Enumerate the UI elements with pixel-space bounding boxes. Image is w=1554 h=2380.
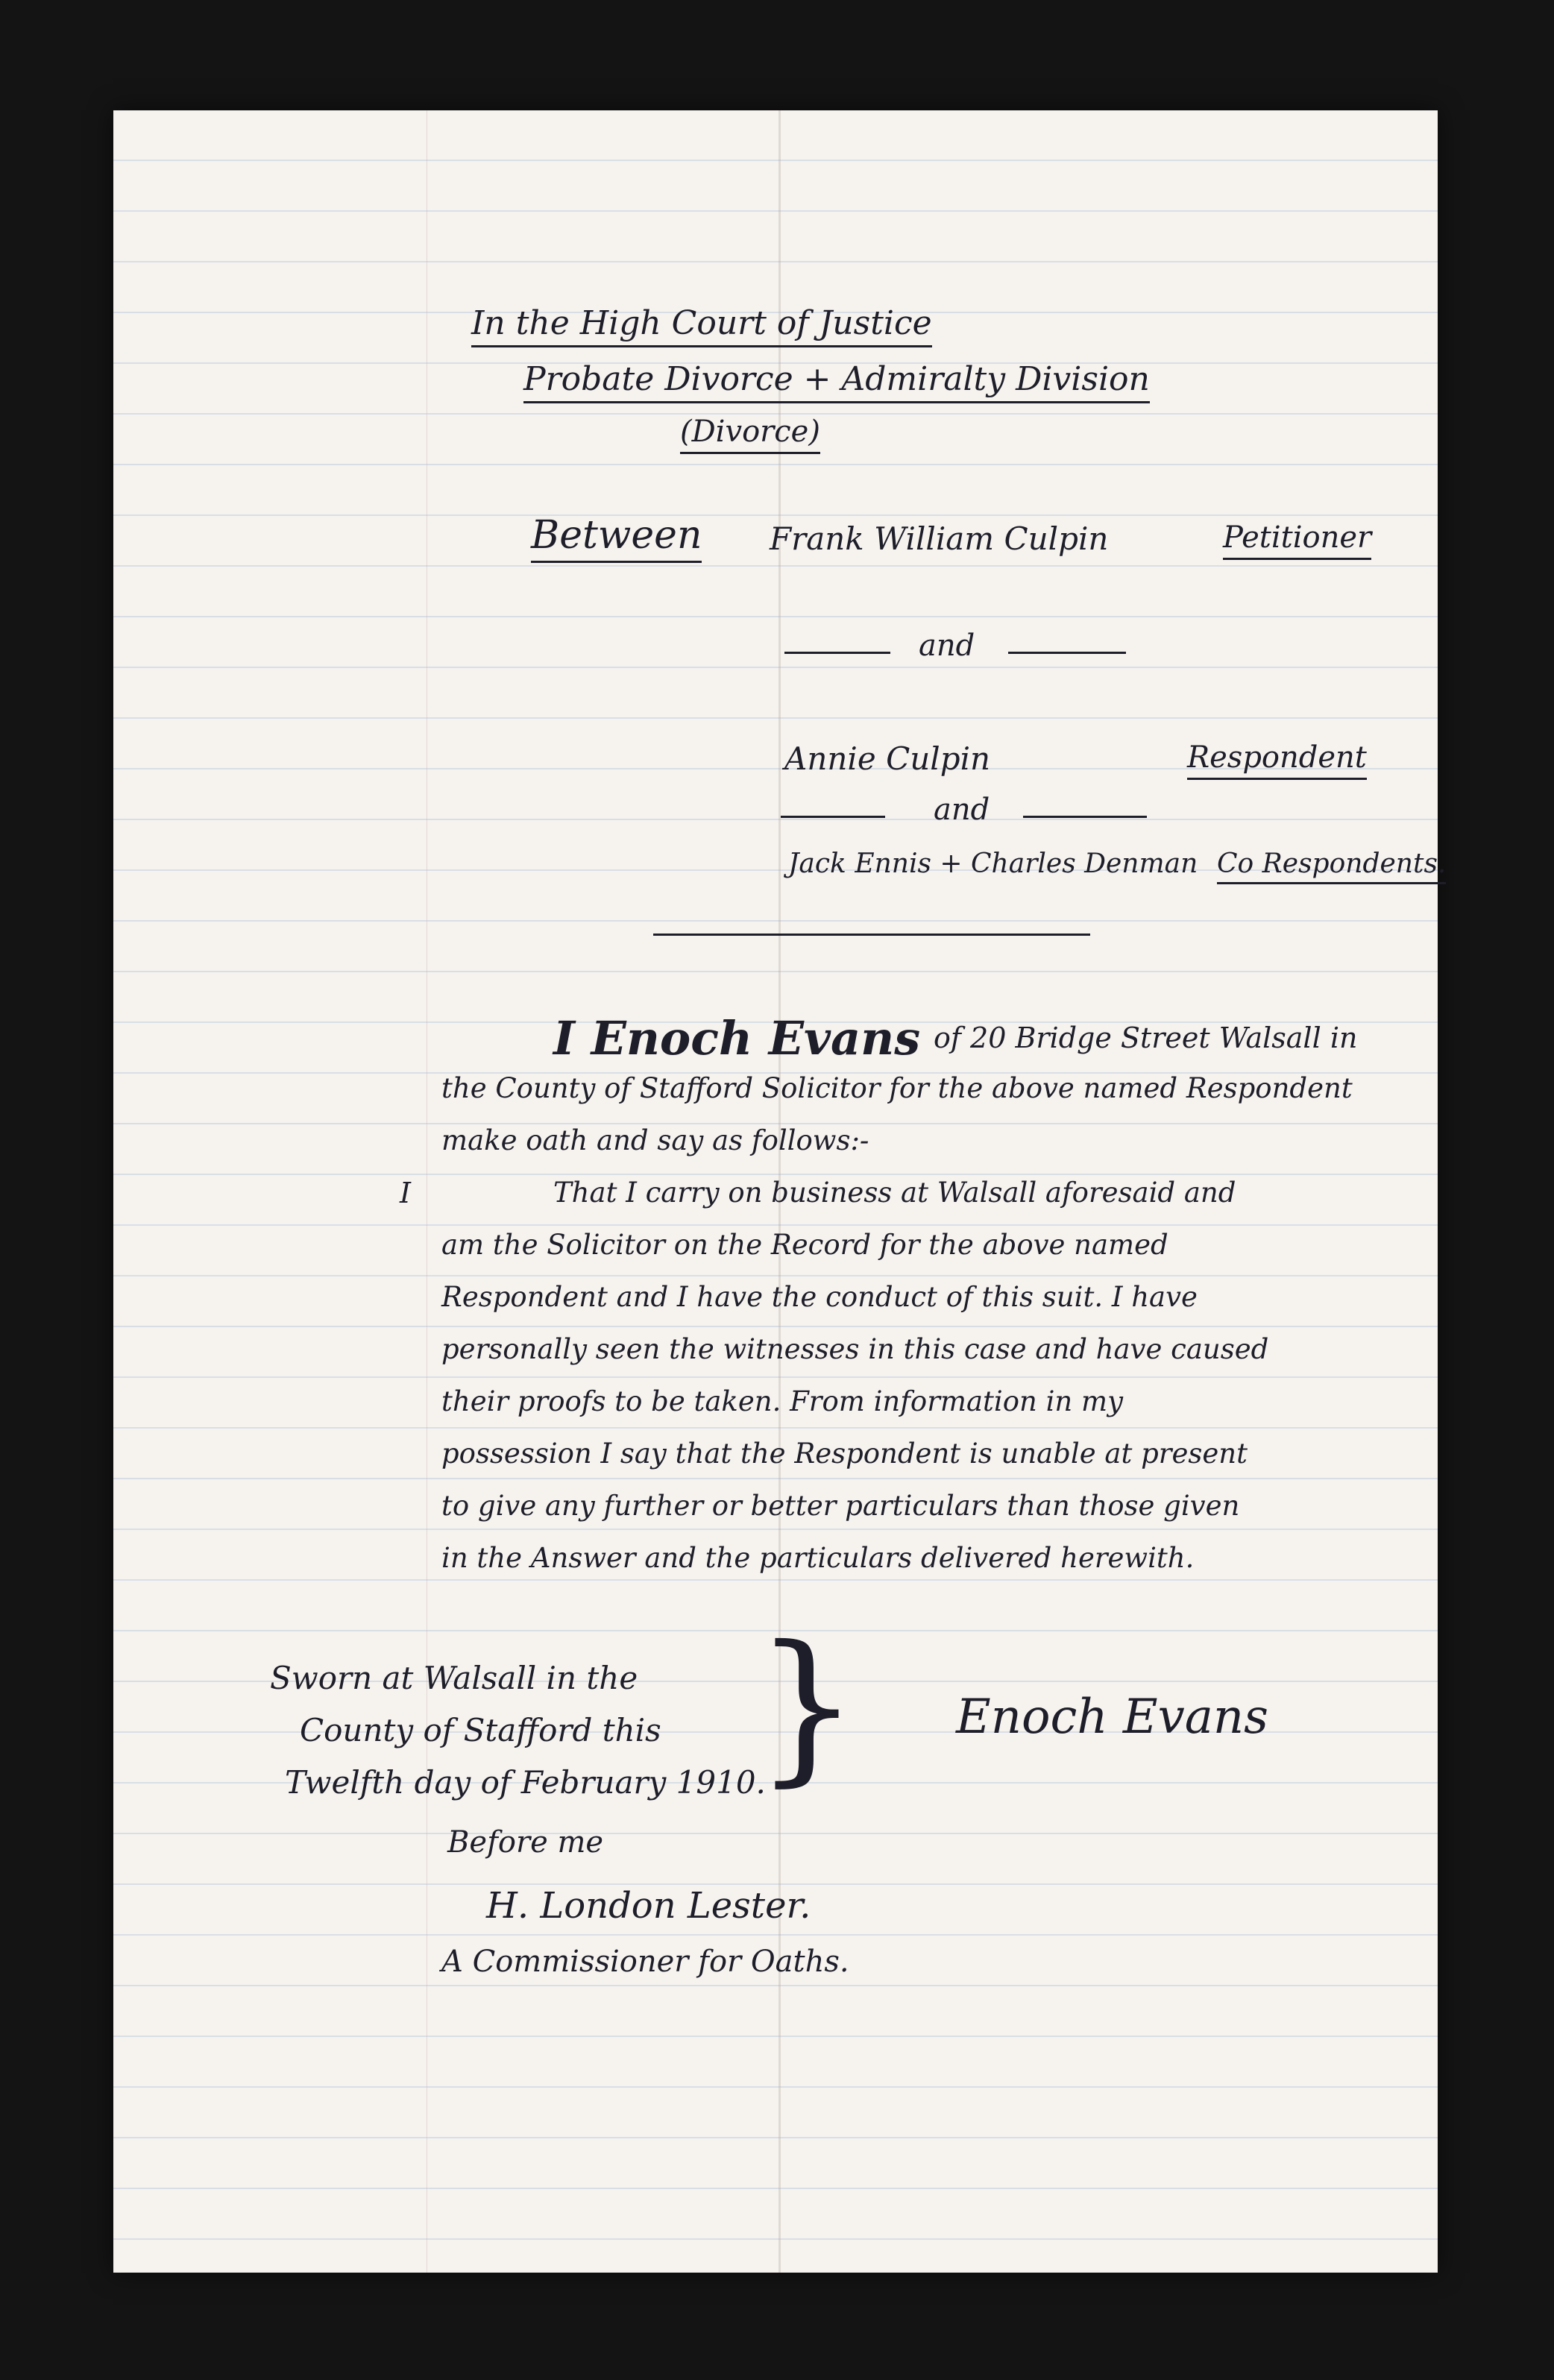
affidavit-line-3: make oath and say as follows:- (441, 1124, 869, 1156)
affidavit-line-7: personally seen the witnesses in this case and have caused (441, 1333, 1269, 1365)
affidavit-line-11: in the Answer and the particulars delivered herewith. (441, 1542, 1195, 1574)
and-rule-left-1 (784, 652, 890, 654)
petitioner-name: Frank William Culpin (770, 520, 1109, 557)
jurat-brace: } (755, 1611, 859, 1801)
commissioner-title: A Commissioner for Oaths. (441, 1945, 849, 1979)
affidavit-line-8: their proofs to be taken. From information in my (441, 1385, 1124, 1417)
and-rule-left-2 (781, 816, 885, 818)
affidavit-page (113, 110, 1447, 2273)
co-respondent-names: Jack Ennis + Charles Denman (788, 849, 1198, 879)
affidavit-line-2: the County of Stafford Solicitor for the above named Respondent (441, 1072, 1353, 1104)
jurat-line-1: Sworn at Walsall in the (270, 1660, 638, 1696)
and-separator-1: and (919, 629, 975, 663)
paragraph-number: I (400, 1177, 412, 1209)
affidavit-line-4: That I carry on business at Walsall aforesaid and (553, 1177, 1236, 1209)
affidavit-line-6: Respondent and I have the conduct of this suit. I have (441, 1281, 1198, 1313)
court-heading: In the High Court of Justice (471, 304, 932, 347)
division-heading: Probate Divorce + Admiralty Division (523, 360, 1150, 403)
subdivision-heading: (Divorce) (680, 415, 820, 454)
commissioner-signature: H. London Lester. (486, 1885, 811, 1927)
deponent-name: I Enoch Evans (553, 1011, 921, 1065)
respondent-role: Respondent (1187, 740, 1367, 780)
petitioner-role: Petitioner (1223, 520, 1371, 560)
and-rule-right-2 (1023, 816, 1147, 818)
affidavit-line-10: to give any further or better particulars than those given (441, 1490, 1240, 1522)
and-rule-right-1 (1008, 652, 1126, 654)
jurat-before-me: Before me (447, 1825, 604, 1860)
jurat-line-3: Twelfth day of February 1910. (285, 1764, 766, 1801)
affidavit-line-5: am the Solicitor on the Record for the above named (441, 1229, 1168, 1261)
and-separator-2: and (934, 793, 990, 827)
affidavit-line-9: possession I say that the Respondent is unable at present (441, 1438, 1248, 1470)
respondent-name: Annie Culpin (784, 740, 991, 777)
co-respondent-role: Co Respondents. (1217, 849, 1446, 884)
jurat-line-2: County of Stafford this (300, 1712, 661, 1748)
parties-closing-rule (653, 934, 1090, 936)
deponent-signature: Enoch Evans (956, 1690, 1268, 1745)
affidavit-line-1: of 20 Bridge Street Walsall in (934, 1021, 1358, 1054)
between-label: Between (531, 513, 702, 563)
